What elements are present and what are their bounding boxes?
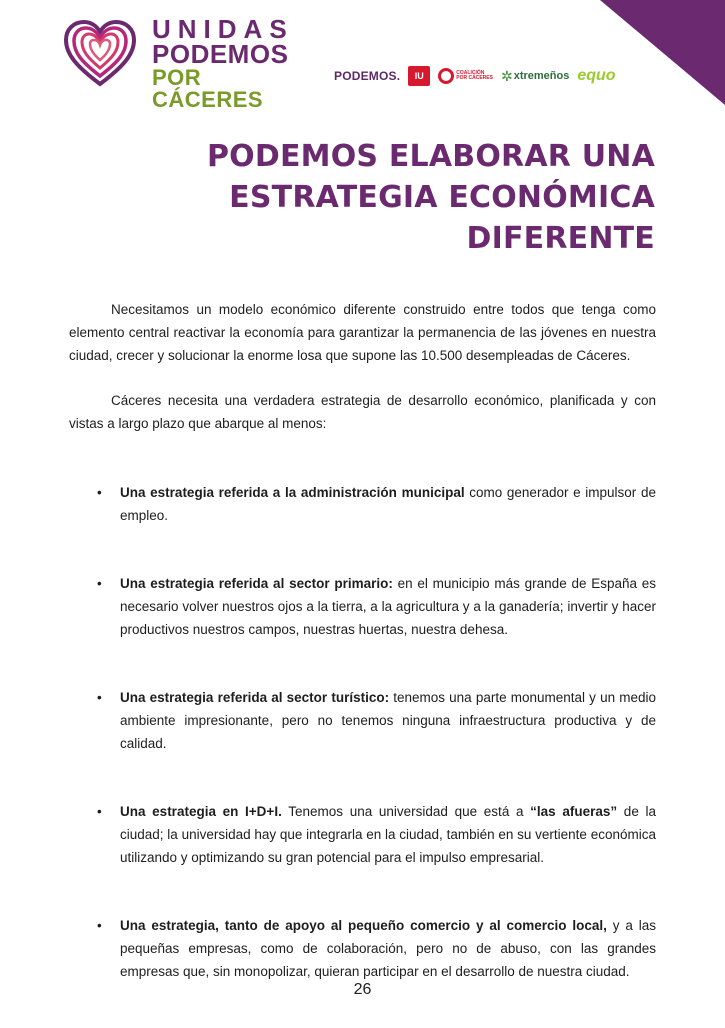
list-item-bold-inline: “las afueras” bbox=[530, 804, 618, 819]
list-item bbox=[69, 572, 656, 641]
bullet-icon: • bbox=[97, 804, 102, 819]
paragraph-2 bbox=[69, 389, 656, 435]
list-item bbox=[69, 686, 656, 755]
list-item bbox=[69, 800, 656, 869]
unidas-podemos-logo bbox=[62, 14, 312, 112]
coalicion-circle-icon bbox=[438, 68, 454, 84]
extremenos-text: xtremeños bbox=[513, 70, 570, 82]
podemos-logo: PODEMOS. bbox=[334, 69, 401, 83]
list-item-text: como generador e impulsor de empleo. bbox=[120, 485, 656, 523]
list-item-bold: Una estrategia en I+D+I. bbox=[120, 804, 282, 819]
list-item bbox=[69, 914, 656, 983]
extremenos-symbol-icon: ✲ bbox=[500, 67, 513, 84]
iu-logo: IU bbox=[408, 66, 430, 86]
paragraph-2-text: Cáceres necesita una verdadera estrategia de desarrollo económico, planificada y con vistas a largo plazo que abarque al menos: bbox=[69, 393, 656, 431]
list-item-bold: Una estrategia referida a la administración municipal bbox=[120, 485, 465, 500]
extremenos-logo bbox=[501, 68, 569, 85]
bullet-icon: • bbox=[97, 576, 102, 591]
list-item-text: en el municipio más grande de España es necesario volver nuestros ojos a la tierra, a la agricultura y a la ganadería; invertir y hacer productivos nuestros campos, nuestras huertas, nuestra dehesa. bbox=[120, 576, 657, 637]
coalicion-line2: POR CÁCERES bbox=[456, 75, 493, 81]
page-title: PODEMOS ELABORAR UNA ESTRATEGIA ECONÓMICA DIFERENTE bbox=[206, 139, 655, 256]
list-item-text: y a las pequeñas empresas, como de colaboración, pero no de abuso, con las grandes empresas que, sin monopolizar, quieran participar en el desarrollo de nuestra ciudad. bbox=[120, 918, 656, 979]
bullet-icon: • bbox=[97, 485, 102, 500]
paragraph-1 bbox=[69, 298, 656, 367]
list-item-text: tenemos una parte monumental y un medio ambiente impresionante, pero no tenemos ninguna infraestructura productiva y de calidad. bbox=[120, 690, 657, 751]
list-item-bold: Una estrategia referida al sector primario: bbox=[120, 576, 393, 591]
list-item-bold: Una estrategia referida al sector turístico: bbox=[120, 690, 390, 705]
bullet-icon: • bbox=[97, 918, 102, 933]
list-item-text: Tenemos una universidad que está a bbox=[281, 804, 531, 819]
logo-line-por-caceres: POR CÁCERES bbox=[152, 65, 264, 112]
coalicion-logo bbox=[438, 68, 493, 84]
list-item bbox=[69, 481, 656, 527]
heart-logo-icon bbox=[62, 18, 138, 90]
bullet-icon: • bbox=[97, 690, 102, 705]
list-item-bold: Una estrategia, tanto de apoyo al pequeño comercio y al comercio local, bbox=[120, 918, 607, 933]
logo-line-unidas: UNIDAS bbox=[152, 14, 294, 44]
partner-logos bbox=[334, 62, 654, 90]
paragraph-1-text: Necesitamos un modelo económico diferente construido entre todos que tenga como elemento central reactivar la economía para garantizar la permanencia de las jóvenes en nuestra ciudad, crecer y solucionar la enorme losa que supone las 10.500 desempleadas de Cáceres. bbox=[69, 302, 656, 363]
main-content bbox=[69, 298, 656, 1028]
coalicion-line1: COALICIÓN bbox=[456, 69, 485, 76]
page-number: 26 bbox=[353, 981, 372, 998]
logo-line-podemos: PODEMOS bbox=[152, 39, 289, 69]
strategy-list bbox=[69, 481, 656, 983]
equo-logo: equo bbox=[577, 67, 616, 84]
list-item-text: de la ciudad; la universidad hay que integrarla en la ciudad, también en su vertiente económica utilizando y optimizando su gran potencial para el impulso empresarial. bbox=[120, 804, 657, 865]
